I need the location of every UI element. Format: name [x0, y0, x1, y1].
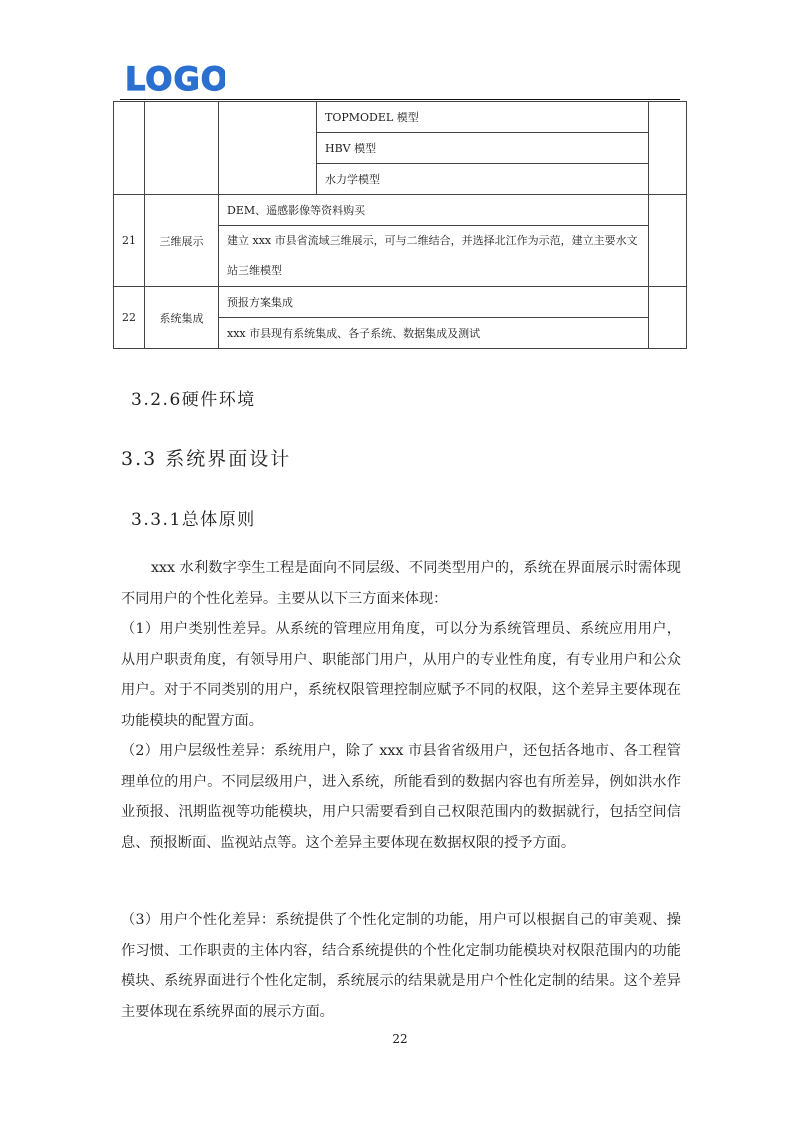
name-cell [145, 102, 219, 195]
sub-item-cell: TOPMODEL 模型 [317, 102, 649, 133]
remark-cell [649, 102, 687, 195]
section-heading-3-2-6: 3.2.6硬件环境 [131, 390, 256, 410]
sub-item-cell: HBV 模型 [317, 133, 649, 164]
body-paragraph: xxx 水利数字孪生工程是面向不同层级、不同类型用户的，系统在界面展示时需体现不同用户的个性化差异。主要从以下三方面来体现： [121, 560, 681, 607]
page-number: 22 [392, 1032, 408, 1046]
row-index: 21 [114, 195, 145, 287]
item-cell: 预报方案集成 [219, 287, 649, 318]
work-item-table [113, 101, 687, 349]
item-cell: DEM、遥感影像等资料购买 [219, 195, 649, 226]
item-cell: xxx 市县现有系统集成、各子系统、数据集成及测试 [219, 318, 649, 349]
body-paragraph: （1）用户类别性差异。从系统的管理应用角度，可以分为系统管理员、系统应用用户，从用户职责角度，有领导用户、职能部门用户，从用户的专业性角度，有专业用户和公众用户。对于不同类别的用户，系统权限管理控制应赋予不同的权限，这个差异主要体现在功能模块的配置方面。 [121, 621, 681, 729]
svg-text:LOGO: LOGO [125, 61, 225, 95]
table-row [114, 287, 687, 318]
logo [125, 61, 225, 99]
header-rule [120, 99, 680, 100]
section-heading-3-3-1: 3.3.1总体原则 [131, 510, 256, 530]
remark-cell [649, 287, 687, 349]
row-name: 系统集成 [145, 287, 219, 349]
row-name: 三维展示 [145, 195, 219, 287]
row-index: 22 [114, 287, 145, 349]
body-paragraph: （2）用户层级性差异：系统用户，除了 xxx 市县省省级用户，还包括各地市、各工程管理单位的用户。不同层级用户，进入系统，所能看到的数据内容也有所差异，例如洪水作业预报、汛期监视等功能模块，用户只需要看到自己权限范围内的数据就行，包括空间信息、预报断面、监视站点等。这个差异主要体现在数据权限的授予方面。 [121, 743, 681, 851]
body-paragraph: （3）用户个性化差异：系统提供了个性化定制的功能，用户可以根据自己的审美观、操作习惯、工作职责的主体内容，结合系统提供的个性化定制功能模块对权限范围内的功能模块、系统界面进行个性化定制，系统展示的结果就是用户个性化定制的结果。这个差异主要体现在系统界面的展示方面。 [121, 912, 681, 1020]
index-cell [114, 102, 145, 195]
category-cell [219, 102, 317, 195]
table-row [114, 102, 687, 133]
item-cell: 建立 xxx 市县省流域三维展示，可与二维结合，并选择北江作为示范，建立主要水文站三维模型 [219, 226, 649, 287]
section-heading-3-3: 3.3 系统界面设计 [121, 448, 292, 470]
remark-cell [649, 195, 687, 287]
sub-item-cell: 水力学模型 [317, 164, 649, 195]
logo-image [125, 61, 225, 95]
table-row [114, 195, 687, 226]
